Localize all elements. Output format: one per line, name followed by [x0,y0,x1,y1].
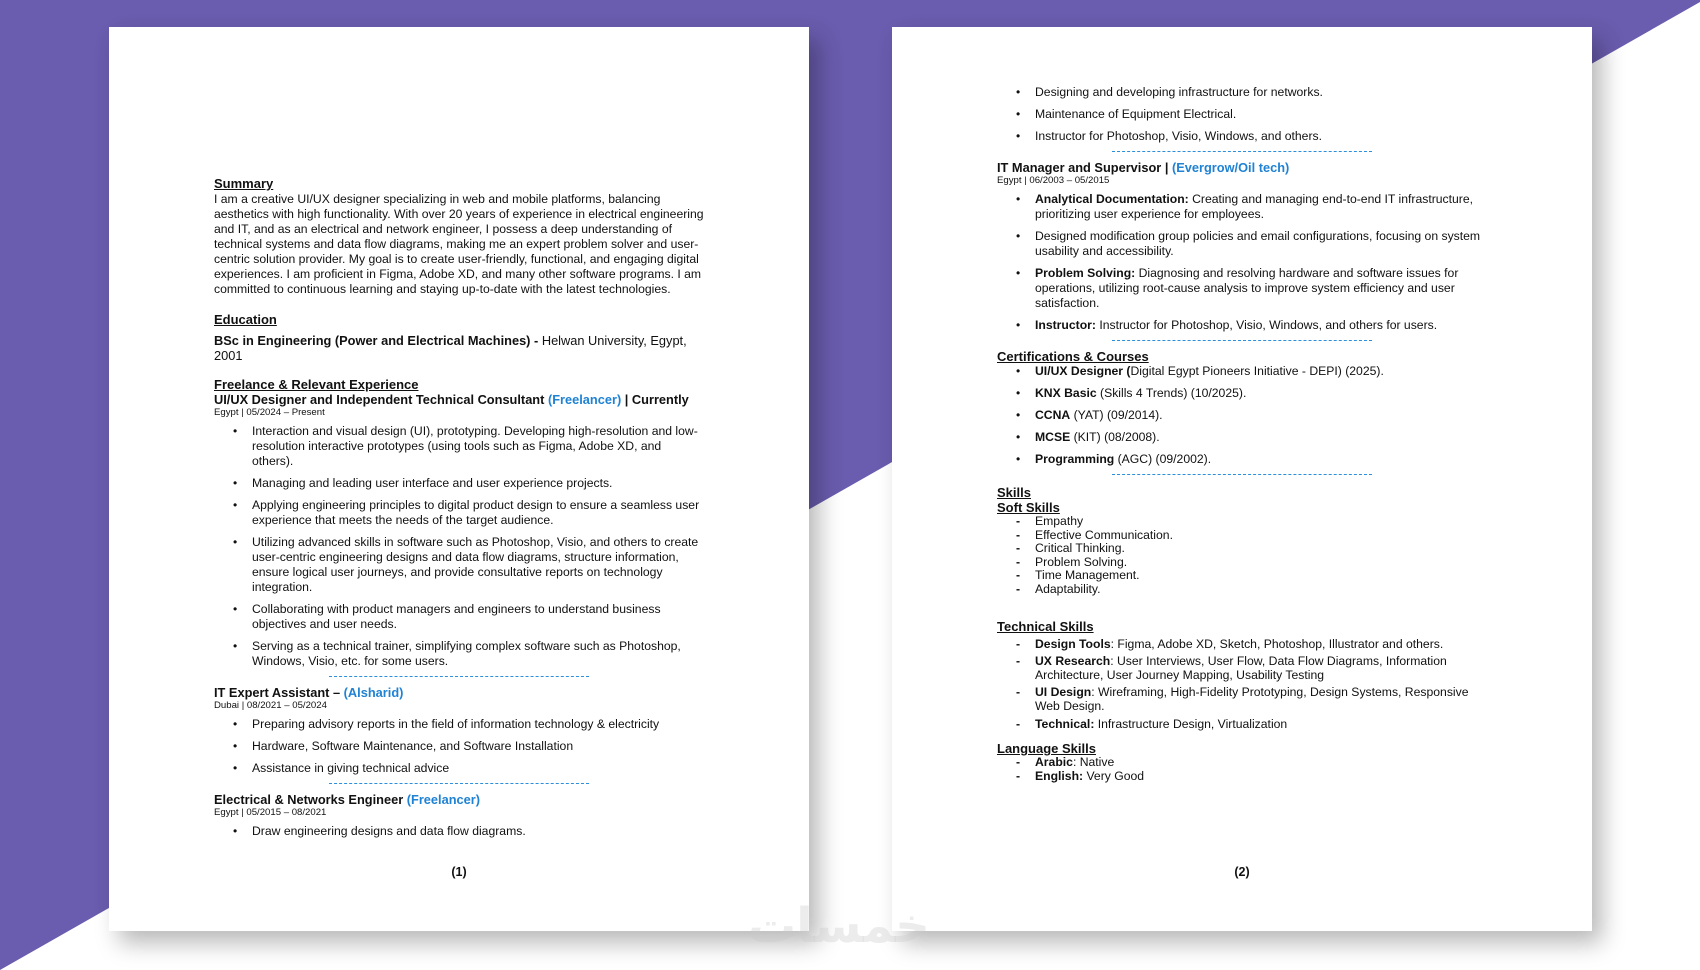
job2-title [214,685,704,700]
cert-name: UI/UX Designer ( [1035,364,1131,378]
job2-tag: (Alsharid) [343,685,404,700]
skills-heading: Skills [997,485,1031,500]
list-item: • Designing and developing infrastructure for networks. [997,85,1487,100]
job4-title [997,160,1487,175]
list-item [997,430,1487,445]
bullet-text: Designed modification group policies and email configurations, focusing on system usability and accessibility. [1035,229,1481,258]
technical-skills-list [997,638,1487,732]
job3-bullets [214,824,704,839]
list-item [997,718,1487,732]
resume-page-1 [109,27,809,931]
dashed-separator [329,783,589,784]
page-number: (1) [451,865,467,879]
cert-name: Programming [1035,452,1115,466]
skill-label: UI Design [1035,685,1092,700]
language-name: English: [1035,768,1084,783]
skill-label: Design Tools [1035,636,1111,651]
summary-section [214,176,704,297]
education-heading: Education [214,312,277,327]
list-item [997,229,1487,259]
list-item: • Serving as a technical trainer, simplifying complex software such as Photoshop, Windows, Visio, etc. for some users. [214,639,704,669]
dashed-separator [1112,474,1372,475]
list-item: - Problem Solving. [997,556,1487,570]
list-item: • Instructor for Photoshop, Visio, Windows, and others. [997,129,1487,144]
summary-heading: Summary [214,176,274,191]
list-item [997,386,1487,401]
list-item [997,364,1487,379]
job1-tag: (Freelancer) [547,392,622,407]
list-item: • Applying engineering principles to digital product design to ensure a seamless user experience that meets the needs of the target audience. [214,498,704,528]
job1-suffix: | Currently [621,392,689,407]
cert-name: MCSE [1035,430,1071,444]
list-item [997,408,1487,423]
job3-title [214,792,704,807]
language-level: Very Good [1083,768,1145,783]
bullet-lead: Problem Solving: [1035,266,1136,280]
language-skills-heading: Language Skills [997,741,1096,757]
language-skills-list [997,756,1487,783]
list-item: • Assistance in giving technical advice [214,761,704,776]
skill-label: Technical: [1035,716,1095,731]
job4-meta: Egypt | 06/2003 – 05/2015 [997,175,1110,186]
list-item: • Maintenance of Equipment Electrical. [997,107,1487,122]
job1-meta: Egypt | 05/2024 – Present [214,407,325,418]
list-item: - Empathy [997,515,1487,529]
list-item: - Effective Communication. [997,529,1487,543]
education-section [214,312,704,363]
page-1-content [214,176,704,846]
list-item: - Time Management. [997,569,1487,583]
cert-name: KNX Basic [1035,386,1097,400]
job3-role: Electrical & Networks Engineer [214,792,407,807]
list-item [997,318,1487,333]
experience-heading: Freelance & Relevant Experience [214,377,419,392]
soft-skills-list [997,515,1487,597]
cert-detail: Digital Egypt Pioneers Initiative - DEPI) (2025). [1130,364,1384,378]
bullet-lead: Analytical Documentation: [1035,192,1189,206]
skill-text: Infrastructure Design, Virtualization [1094,716,1288,731]
experience-section [214,377,704,839]
list-item [997,686,1487,713]
page-2-content [997,85,1487,783]
job3-bullets-continued [997,85,1487,144]
cert-detail: (Skills 4 Trends) (10/2025). [1096,386,1247,400]
cert-detail: (KIT) (08/2008). [1070,430,1160,444]
list-item [997,756,1487,770]
job2-bullets [214,717,704,776]
certifications-list [997,364,1487,467]
list-item: • Utilizing advanced skills in software such as Photoshop, Visio, and others to create user-centric engineering designs and data flow diagrams, structure information, ensure logical user journeys, and provide consultative reports on technology integration. [214,535,704,595]
list-item [997,770,1487,784]
cert-detail: (AGC) (09/2002). [1114,452,1212,466]
certifications-section [997,349,1487,467]
dashed-separator [1112,340,1372,341]
job1-title [214,392,704,407]
summary-text: I am a creative UI/UX designer specializing in web and mobile platforms, balancing aesthetics with high functionality. With over 20 years of experience in electrical engineering and IT, and as an electrical and network engineer, I possess a deep understanding of technical systems and data flow diagrams, making me an expert problem solver and user-centric solution provider. My goal is to create user-friendly, functional, and engaging digital experiences. I am proficient in Figma, Adobe XD, and many other software programs. I am committed to continuous learning and staying up-to-date with the latest technologies. [214,192,704,296]
skills-section [997,485,1487,783]
watermark: خمسات [748,898,930,954]
job2-role: IT Expert Assistant – [214,685,344,700]
education-degree: BSc in Engineering (Power and Electrical Machines) - [214,333,539,348]
skill-label: UX Research [1035,654,1111,669]
job3-tag: (Freelancer) [406,792,481,807]
list-item: • Draw engineering designs and data flow diagrams. [214,824,704,839]
cert-name: CCNA [1035,408,1071,422]
resume-page-2 [892,27,1592,931]
language-level: : Native [1072,755,1115,770]
list-item: • Collaborating with product managers and engineers to understand business objectives and user needs. [214,602,704,632]
list-item [997,266,1487,311]
skill-text: : Figma, Adobe XD, Sketch, Photoshop, Illustrator and others. [1110,636,1444,651]
job2-meta: Dubai | 08/2021 – 05/2024 [214,700,327,711]
technical-skills-heading: Technical Skills [997,618,1094,634]
cert-detail: (YAT) (09/2014). [1070,408,1163,422]
skill-text: : User Interviews, User Flow, Data Flow Diagrams, Information Architecture, User Journey Mapping, Usability Testing [1035,654,1447,682]
language-name: Arabic [1035,755,1073,770]
job4-tag: (Evergrow/Oil tech) [1171,160,1290,175]
list-item [997,655,1487,682]
job3-meta: Egypt | 05/2015 – 08/2021 [214,807,327,818]
list-item: - Critical Thinking. [997,542,1487,556]
bullet-text: Creating and managing end-to-end IT infrastructure, prioritizing user experience for employees. [1035,192,1474,221]
cropped-header-remnant [314,31,804,55]
page-number: (2) [1234,865,1250,879]
soft-skills-heading: Soft Skills [997,500,1060,515]
list-item: • Managing and leading user interface and user experience projects. [214,476,704,491]
job1-role: UI/UX Designer and Independent Technical Consultant [214,392,548,407]
list-item [997,452,1487,467]
bullet-lead: Instructor: [1035,318,1096,332]
certifications-heading: Certifications & Courses [997,349,1149,364]
job1-bullets [214,424,704,669]
education-school: Helwan University, Egypt, 2001 [214,333,687,363]
list-item [997,192,1487,222]
list-item: - Adaptability. [997,583,1487,597]
education-entry [214,333,704,363]
dashed-separator [1112,151,1372,152]
job4-bullets [997,192,1487,333]
list-item: • Interaction and visual design (UI), prototyping. Developing high-resolution and low-resolution interactive prototypes (using tools such as Figma, Adobe XD, and others). [214,424,704,469]
list-item: • Preparing advisory reports in the field of information technology & electricity [214,717,704,732]
bullet-text: Diagnosing and resolving hardware and software issues for operations, utilizing root-cause analysis to improve system efficiency and user satisfaction. [1035,266,1459,310]
skill-text: : Wireframing, High-Fidelity Prototyping, Design Systems, Responsive Web Design. [1035,685,1469,713]
dashed-separator [329,676,589,677]
bullet-text: Instructor for Photoshop, Visio, Windows, and others for users. [1095,318,1438,332]
list-item [997,638,1487,652]
job4-role: IT Manager and Supervisor | [997,160,1172,175]
list-item: • Hardware, Software Maintenance, and Software Installation [214,739,704,754]
